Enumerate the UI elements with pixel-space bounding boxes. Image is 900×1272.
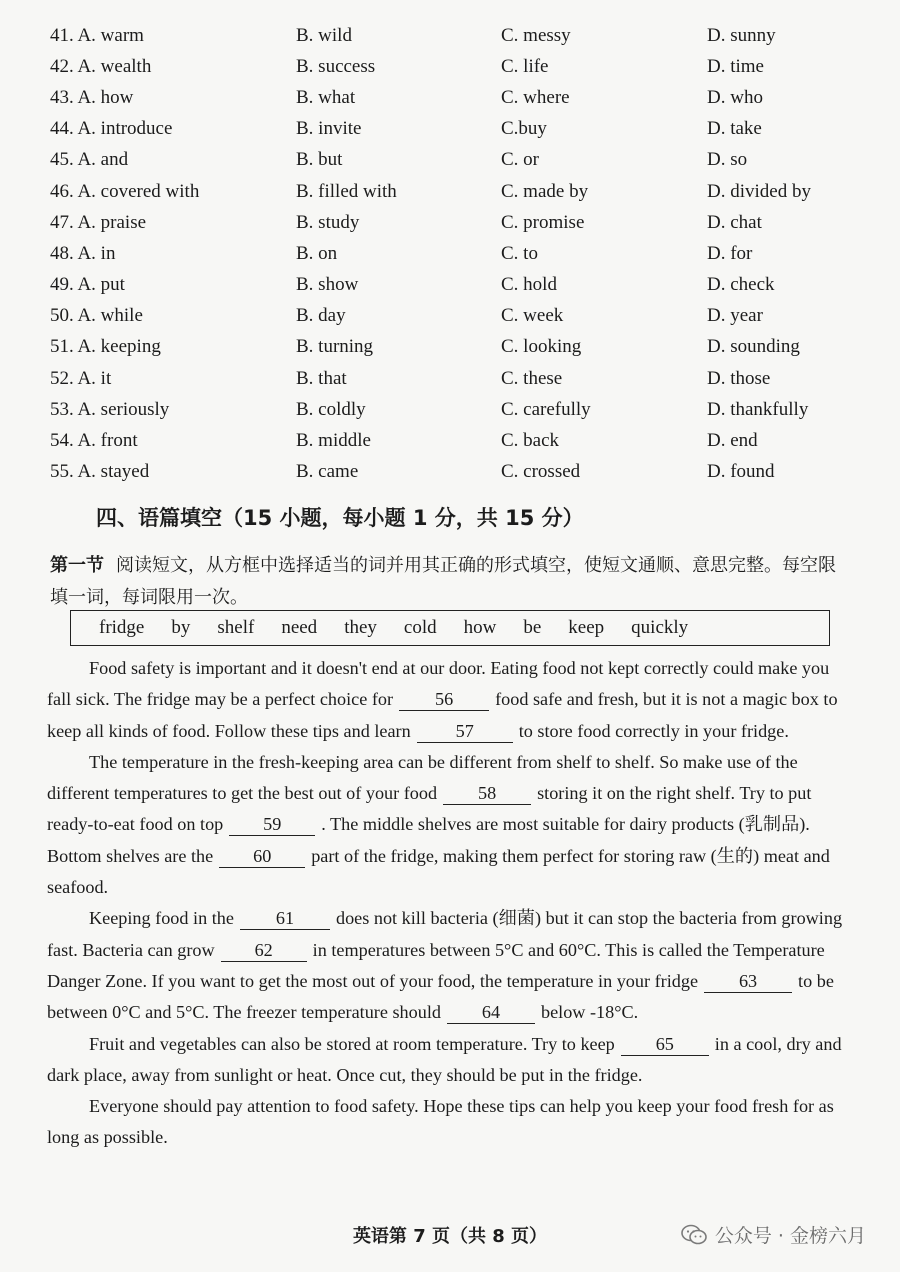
option-d: D. so bbox=[707, 149, 748, 171]
instructions-lead: 第一节 bbox=[50, 555, 104, 576]
section-title: 四、语篇填空（15 小题，每小题 1 分，共 15 分） bbox=[96, 506, 584, 530]
option-a: 46. A. covered with bbox=[50, 180, 200, 202]
word-box-item: fridge bbox=[99, 617, 145, 638]
passage-text: Fruit and vegetables can also be stored at room temperature. Try to keep bbox=[89, 1033, 615, 1054]
option-row bbox=[50, 394, 850, 425]
option-c: C. made by bbox=[501, 180, 589, 202]
option-row bbox=[50, 51, 850, 82]
option-row bbox=[50, 332, 850, 363]
option-row bbox=[50, 457, 850, 488]
word-box bbox=[70, 610, 830, 646]
paragraph-5 bbox=[47, 1091, 852, 1154]
option-c: C. carefully bbox=[501, 398, 591, 420]
option-c: C. hold bbox=[501, 274, 557, 296]
blank-59[interactable]: 59 bbox=[229, 813, 315, 836]
passage-text: The temperature in the fresh-keeping area can be different from shelf to shelf. So make use of the different temperatures to get the best out of your food bbox=[47, 751, 798, 804]
option-d: D. check bbox=[707, 274, 775, 296]
option-d: D. end bbox=[707, 430, 758, 452]
option-row bbox=[50, 270, 850, 301]
option-b: B. that bbox=[296, 367, 347, 389]
option-c: C.buy bbox=[501, 118, 547, 140]
blank-56[interactable]: 56 bbox=[399, 688, 489, 711]
passage-text: food safe and fresh, but it is not a magic box to keep all kinds of food. Follow these tips and learn bbox=[47, 689, 838, 741]
option-c: C. these bbox=[501, 367, 563, 389]
option-b: B. wild bbox=[296, 24, 352, 46]
word-box-item: shelf bbox=[217, 617, 255, 638]
passage-text: Food safety is important and it doesn't end at our door. Eating food not kept correctly could make you fall sick. The fridge may be a perfect choice for bbox=[47, 658, 830, 710]
word-box-item: cold bbox=[403, 617, 437, 638]
passage-text: storing it on the right shelf. Try to put ready-to-eat food on top bbox=[47, 783, 812, 835]
word-box-item: quickly bbox=[631, 617, 689, 638]
option-b: B. invite bbox=[296, 118, 362, 140]
paragraph-4 bbox=[47, 1029, 852, 1092]
paragraph-3 bbox=[47, 903, 852, 1028]
option-a: 55. A. stayed bbox=[50, 461, 150, 483]
option-a: 53. A. seriously bbox=[50, 398, 170, 420]
passage-text: Keeping food in the bbox=[89, 908, 234, 929]
page-footer: 英语第 7 页（共 8 页） bbox=[352, 1226, 548, 1247]
word-box-item: need bbox=[281, 617, 318, 638]
option-b: B. middle bbox=[296, 430, 371, 452]
option-b: B. filled with bbox=[296, 180, 397, 202]
option-row bbox=[50, 207, 850, 238]
option-a: 51. A. keeping bbox=[50, 336, 161, 358]
options-table bbox=[50, 20, 850, 488]
option-c: C. life bbox=[501, 55, 549, 77]
paragraph-1 bbox=[47, 653, 852, 747]
option-a: 54. A. front bbox=[50, 430, 138, 452]
paragraph-2 bbox=[47, 747, 852, 903]
option-a: 44. A. introduce bbox=[50, 118, 173, 140]
option-a: 42. A. wealth bbox=[50, 55, 152, 77]
wechat-icon bbox=[681, 1224, 707, 1246]
option-b: B. but bbox=[296, 149, 343, 171]
passage bbox=[47, 653, 852, 1154]
option-d: D. those bbox=[707, 367, 771, 389]
option-row bbox=[50, 363, 850, 394]
option-a: 47. A. praise bbox=[50, 211, 147, 233]
blank-60[interactable]: 60 bbox=[219, 845, 305, 868]
option-d: D. found bbox=[707, 461, 775, 483]
passage-text: does not kill bacteria (细菌) but it can stop the bacteria from growing fast. Bacteria can grow bbox=[47, 908, 843, 960]
option-row bbox=[50, 425, 850, 456]
watermark-text: 公众号 · 金榜六月 bbox=[714, 1225, 866, 1247]
option-a: 48. A. in bbox=[50, 242, 116, 264]
option-c: C. back bbox=[501, 430, 560, 452]
instructions-text: 阅读短文，从方框中选择适当的词并用其正确的形式填空，使短文通顺、意思完整。每空限填一词，每词限用一次。 bbox=[50, 555, 836, 608]
option-b: B. turning bbox=[296, 336, 374, 358]
option-b: B. coldly bbox=[296, 398, 366, 420]
option-b: B. what bbox=[296, 86, 356, 108]
option-d: D. take bbox=[707, 118, 762, 140]
word-box-item: keep bbox=[568, 617, 605, 638]
passage-text: to be between 0°C and 5°C. The freezer temperature should bbox=[47, 970, 834, 1023]
option-a: 52. A. it bbox=[50, 367, 112, 389]
word-box-item: how bbox=[463, 617, 497, 638]
option-row bbox=[50, 176, 850, 207]
option-c: C. week bbox=[501, 305, 564, 327]
passage-text: Everyone should pay attention to food safety. Hope these tips can help you keep your food fresh for as long as possible. bbox=[47, 1096, 834, 1148]
option-d: D. for bbox=[707, 242, 753, 264]
option-row bbox=[50, 145, 850, 176]
passage-text: to store food correctly in your fridge. bbox=[518, 720, 789, 741]
option-b: B. show bbox=[296, 274, 359, 296]
instructions bbox=[50, 550, 850, 614]
option-c: C. to bbox=[501, 242, 538, 264]
blank-64[interactable]: 64 bbox=[447, 1001, 535, 1024]
option-row bbox=[50, 114, 850, 145]
option-b: B. on bbox=[296, 242, 338, 264]
blank-62[interactable]: 62 bbox=[221, 939, 307, 962]
option-d: D. divided by bbox=[707, 180, 811, 202]
option-c: C. crossed bbox=[501, 461, 581, 483]
option-b: B. came bbox=[296, 461, 359, 483]
option-c: C. promise bbox=[501, 211, 585, 233]
blank-63[interactable]: 63 bbox=[704, 970, 792, 993]
option-d: D. chat bbox=[707, 211, 762, 233]
option-a: 49. A. put bbox=[50, 274, 125, 296]
option-d: D. sounding bbox=[707, 336, 800, 358]
option-row bbox=[50, 238, 850, 269]
option-c: C. messy bbox=[501, 24, 571, 46]
option-c: C. where bbox=[501, 86, 570, 108]
option-d: D. time bbox=[707, 55, 764, 77]
option-c: C. or bbox=[501, 149, 539, 171]
option-d: D. who bbox=[707, 86, 763, 108]
option-d: D. sunny bbox=[707, 24, 776, 46]
option-b: B. success bbox=[296, 55, 376, 77]
option-d: D. thankfully bbox=[707, 398, 809, 420]
option-b: B. day bbox=[296, 305, 346, 327]
option-row bbox=[50, 301, 850, 332]
option-b: B. study bbox=[296, 211, 360, 233]
passage-text: part of the fridge, making them perfect for storing raw (生的) meat and seafood. bbox=[47, 845, 830, 898]
option-c: C. looking bbox=[501, 336, 582, 358]
passage-text: in temperatures between 5°C and 60°C. This is called the Temperature Danger Zone. If you want to get the most out of your food, the temperature in your fridge bbox=[47, 939, 825, 991]
blank-65[interactable]: 65 bbox=[621, 1033, 709, 1056]
option-row bbox=[50, 20, 850, 51]
option-row bbox=[50, 82, 850, 113]
option-d: D. year bbox=[707, 305, 763, 327]
option-a: 45. A. and bbox=[50, 149, 129, 171]
blank-57[interactable]: 57 bbox=[417, 720, 513, 743]
blank-58[interactable]: 58 bbox=[443, 782, 531, 805]
option-a: 43. A. how bbox=[50, 86, 134, 108]
blank-61[interactable]: 61 bbox=[240, 907, 330, 930]
word-box-item: by bbox=[171, 617, 191, 638]
passage-text: in a cool, dry and dark place, away from sunlight or heat. Once cut, they should be put in the fridge. bbox=[47, 1033, 842, 1085]
option-a: 41. A. warm bbox=[50, 24, 144, 46]
passage-text: . The middle shelves are most suitable for dairy products (乳制品). Bottom shelves are the bbox=[47, 814, 810, 866]
word-box-item: they bbox=[344, 617, 377, 638]
passage-text: below -18°C. bbox=[540, 1002, 639, 1023]
word-box-item: be bbox=[523, 617, 542, 638]
option-a: 50. A. while bbox=[50, 305, 143, 327]
watermark bbox=[681, 1221, 866, 1248]
